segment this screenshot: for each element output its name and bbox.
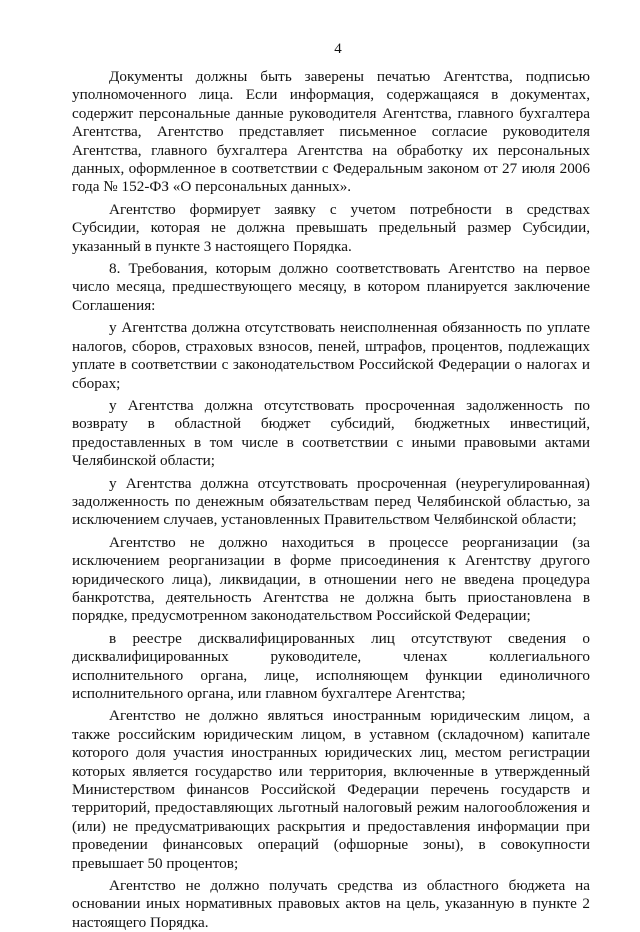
paragraph-documents-certification: Документы должны быть заверены печатью Агентства, подписью уполномоченного лица. Если информация, содержащаяся в документах, содержит персональные данные руководителя Агентства, главного бухгалтера Агентства, Агентство представляет письменное согласие руководителя Агентства, главного бухгалтера Агентства на обработку их персональных данных, оформленное в соответствии с Федеральным законом от 27 июля 2006 года № 152-ФЗ «О персональных данных». [72, 68, 590, 196]
paragraph-tax-obligations: у Агентства должна отсутствовать неисполненная обязанность по уплате налогов, сборов, страховых взносов, пеней, штрафов, процентов, подлежащих уплате в соответствии с законодательством Российской Федерации о налогах и сборах; [72, 319, 590, 392]
paragraph-requirements-heading: 8. Требования, которым должно соответствовать Агентство на первое число месяца, предшествующего месяцу, в котором планируется заключение Соглашения: [72, 260, 590, 314]
paragraph-reorganization: Агентство не должно находиться в процессе реорганизации (за исключением реорганизации в форме присоединения к Агентству другого юридического лица), ликвидации, в отношении него не введена процедура банкротства, деятельность Агентства не должна быть приостановлена в порядке, предусмотренном законодательством Российской Федерации; [72, 533, 590, 625]
paragraph-subsidy-debt: у Агентства должна отсутствовать просроченная задолженность по возврату в областной бюджет субсидий, бюджетных инвестиций, предоставленных в том числе в соответствии с иными правовыми актами Челябинской области; [72, 396, 590, 470]
paragraph-application: Агентство формирует заявку с учетом потребности в средствах Субсидии, которая не должна превышать предельный размер Субсидии, указанный в пункте 3 настоящего Порядка. [72, 200, 590, 255]
document-page [72, 40, 590, 932]
paragraph-monetary-debt: у Агентства должна отсутствовать просроченная (неурегулированная) задолженность по денежным обязательствам перед Челябинской областью, за исключением случаев, установленных Правительством Челябинской области; [72, 474, 590, 529]
page-number: 4 [334, 41, 342, 57]
paragraph-foreign-entity: Агентство не должно являться иностранным юридическим лицом, а также российским юридическим лицом, в уставном (складочном) капитале которого доля участия иностранных юридических лиц, местом регистрации которых является государство или территория, включенные в утвержденный Министерством финансов Российской Федерации перечень государств и территорий, предоставляющих льготный налоговый режим налогообложения и (или) не предусматривающих раскрытия и предоставления информации при проведении финансовых операций (офшорные зоны), в совокупности превышает 50 процентов; [72, 707, 590, 872]
paragraph-other-funding: Агентство не должно получать средства из областного бюджета на основании иных нормативных правовых актов на цель, указанную в пункте 2 настоящего Порядка. [72, 877, 590, 931]
paragraph-disqualified-registry: в реестре дисквалифицированных лиц отсутствуют сведения о дисквалифицированных руководителе, членах коллегиального исполнительного органа, лице, исполняющем функции единоличного исполнительного органа, или главном бухгалтере Агентства; [72, 629, 590, 702]
